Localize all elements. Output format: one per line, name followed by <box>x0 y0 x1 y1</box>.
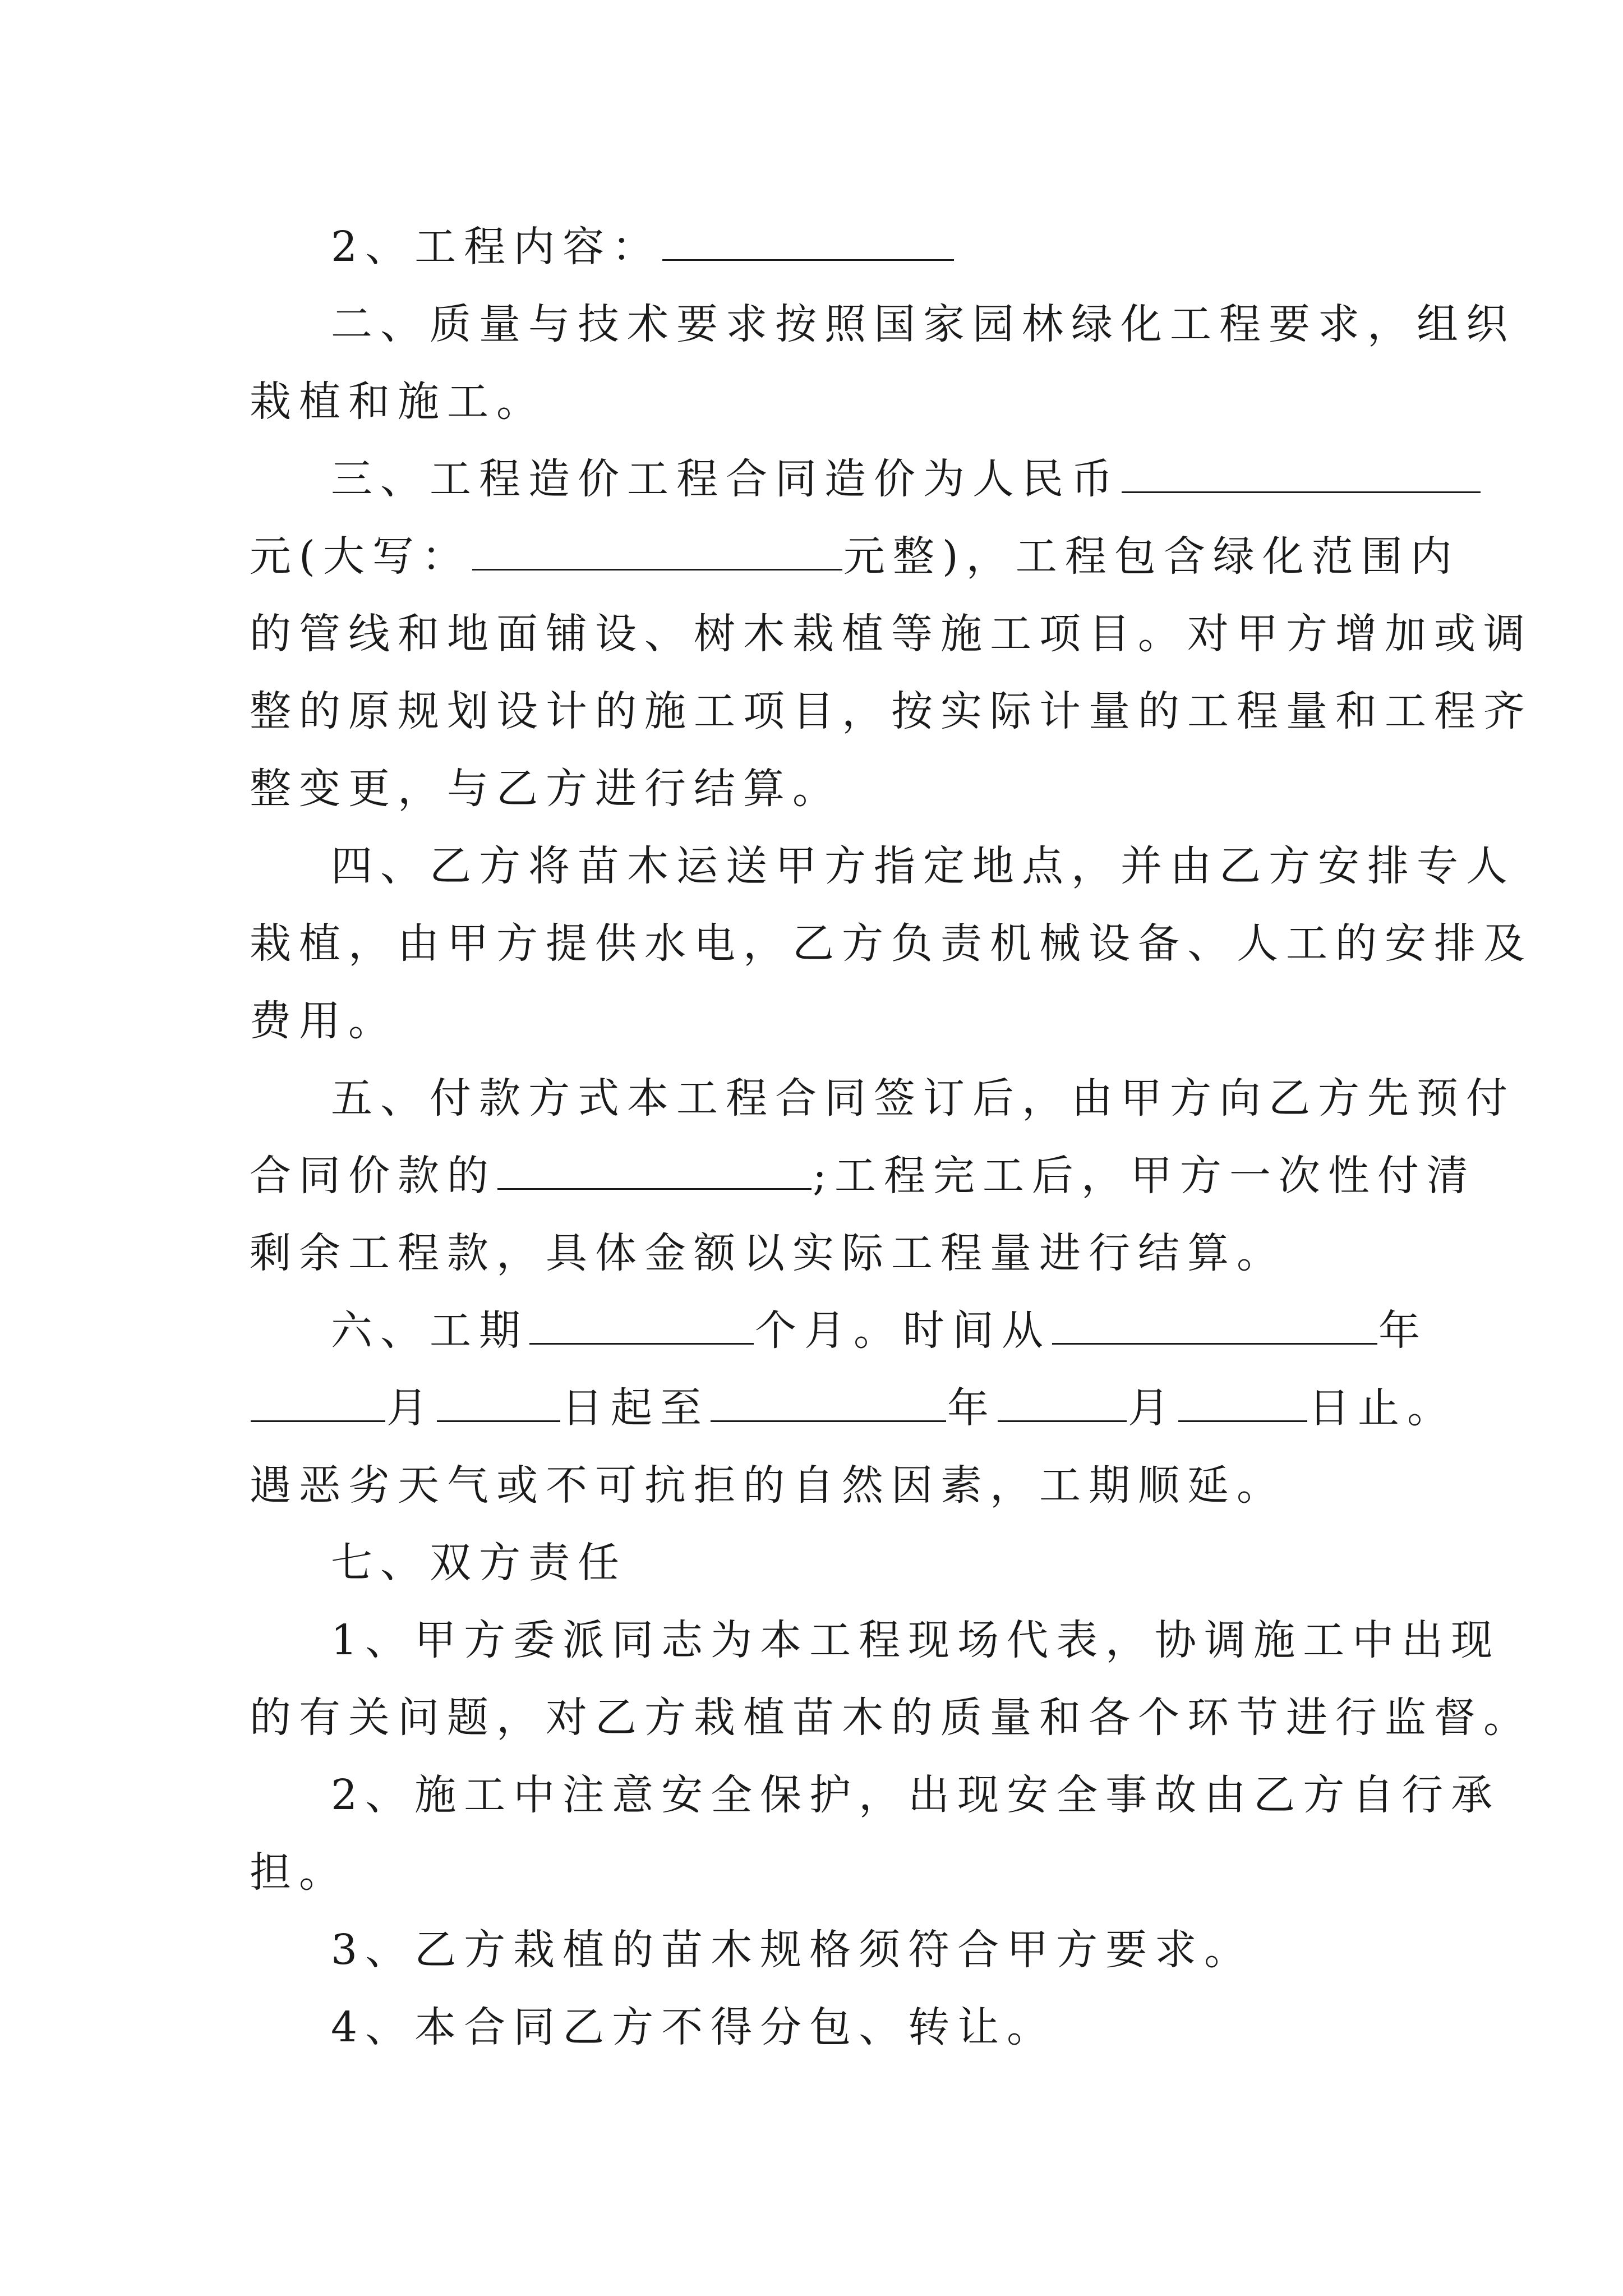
text: ;工程完工后，甲方一次性付清 <box>813 1152 1476 1200</box>
clause-payment-line-3 <box>250 1214 1405 1292</box>
end-day-blank[interactable] <box>1178 1381 1307 1422</box>
responsibility-1-line-1 <box>331 1601 1501 1680</box>
clause-period-line-3 <box>250 1446 1405 1525</box>
start-month-blank[interactable] <box>251 1381 385 1422</box>
amount-blank[interactable] <box>1122 452 1481 493</box>
text: 的管线和地面铺设、树木栽植等施工项目。对甲方增加或调 <box>250 610 1533 658</box>
text: 1、甲方委派同志为本工程现场代表，协调施工中出现 <box>331 1616 1501 1664</box>
text: 整的原规划设计的施工项目，按实际计量的工程量和工程齐 <box>250 687 1533 735</box>
text: 3、乙方栽植的苗木规格须符合甲方要求。 <box>331 1926 1254 1974</box>
clause-delivery-line-3 <box>250 982 1405 1060</box>
text: 月 <box>1128 1384 1177 1432</box>
text: 栽植，由甲方提供水电，乙方负责机械设备、人工的安排及 <box>250 919 1533 968</box>
text: 4、本合同乙方不得分包、转让。 <box>331 2003 1057 2051</box>
end-year-blank[interactable] <box>711 1381 946 1422</box>
text: 六、工期 <box>331 1306 528 1355</box>
clause-payment-line-2 <box>250 1137 1476 1215</box>
clause-period-line-1 <box>331 1291 1486 1370</box>
text: 个月。时间从 <box>755 1306 1051 1355</box>
text: 元整)，工程包含绿化范围内 <box>843 532 1460 581</box>
text: 的有关问题，对乙方栽植苗木的质量和各个环节进行监督。 <box>250 1694 1533 1742</box>
clause-payment-line-1 <box>331 1059 1515 1138</box>
clause-cost-line-5 <box>250 749 1405 828</box>
clause-cost-line-4 <box>250 672 1533 751</box>
text: 年 <box>1378 1306 1428 1355</box>
clause-cost-line-1 <box>331 440 1486 518</box>
text: 日止。 <box>1308 1384 1456 1432</box>
text: 月 <box>386 1384 436 1432</box>
text: 日起至 <box>561 1384 709 1432</box>
text: 整变更，与乙方进行结算。 <box>250 765 842 813</box>
clause-delivery-line-2 <box>250 904 1533 983</box>
clause-responsibilities-heading <box>331 1524 1486 1602</box>
clause-cost-line-3 <box>250 595 1533 673</box>
responsibility-3 <box>331 1911 1486 1989</box>
responsibility-4 <box>331 1988 1486 2067</box>
text: 五、付款方式本工程合同签订后，由甲方向乙方先预付 <box>331 1074 1515 1122</box>
clause-quality-line-1 <box>331 285 1515 364</box>
text: 四、乙方将苗木运送甲方指定地点，并由乙方安排专人 <box>331 842 1515 890</box>
start-year-blank[interactable] <box>1052 1304 1377 1345</box>
prepayment-blank[interactable] <box>497 1149 811 1190</box>
responsibility-2-line-2 <box>250 1833 1405 1912</box>
start-day-blank[interactable] <box>437 1381 560 1422</box>
text: 2、工程内容： <box>331 223 662 271</box>
text: 元(大写： <box>250 532 471 581</box>
months-blank[interactable] <box>529 1304 754 1345</box>
clause-delivery-line-1 <box>331 827 1515 905</box>
end-month-blank[interactable] <box>998 1381 1127 1422</box>
clause-period-line-2 <box>250 1369 1456 1447</box>
clause-cost-line-2 <box>250 517 1460 596</box>
text: 遇恶劣天气或不可抗拒的自然因素，工期顺延。 <box>250 1461 1286 1510</box>
text: 剩余工程款，具体金额以实际工程量进行结算。 <box>250 1229 1286 1277</box>
text: 担。 <box>250 1848 348 1897</box>
text: 年 <box>947 1384 997 1432</box>
text: 三、工程造价工程合同造价为人民币 <box>331 455 1121 503</box>
clause-2-project-content <box>331 208 1486 286</box>
text: 费用。 <box>250 997 398 1045</box>
blank-field[interactable] <box>662 220 954 261</box>
responsibility-2-line-1 <box>331 1756 1501 1834</box>
text: 合同价款的 <box>250 1152 496 1200</box>
text: 七、双方责任 <box>331 1539 627 1587</box>
responsibility-1-line-2 <box>250 1678 1533 1757</box>
text: 2、施工中注意安全保护，出现安全事故由乙方自行承 <box>331 1771 1501 1819</box>
amount-words-blank[interactable] <box>472 530 842 570</box>
text: 二、质量与技术要求按照国家园林绿化工程要求，组织 <box>331 300 1515 348</box>
clause-quality-line-2 <box>250 362 1405 441</box>
text: 栽植和施工。 <box>250 378 546 426</box>
